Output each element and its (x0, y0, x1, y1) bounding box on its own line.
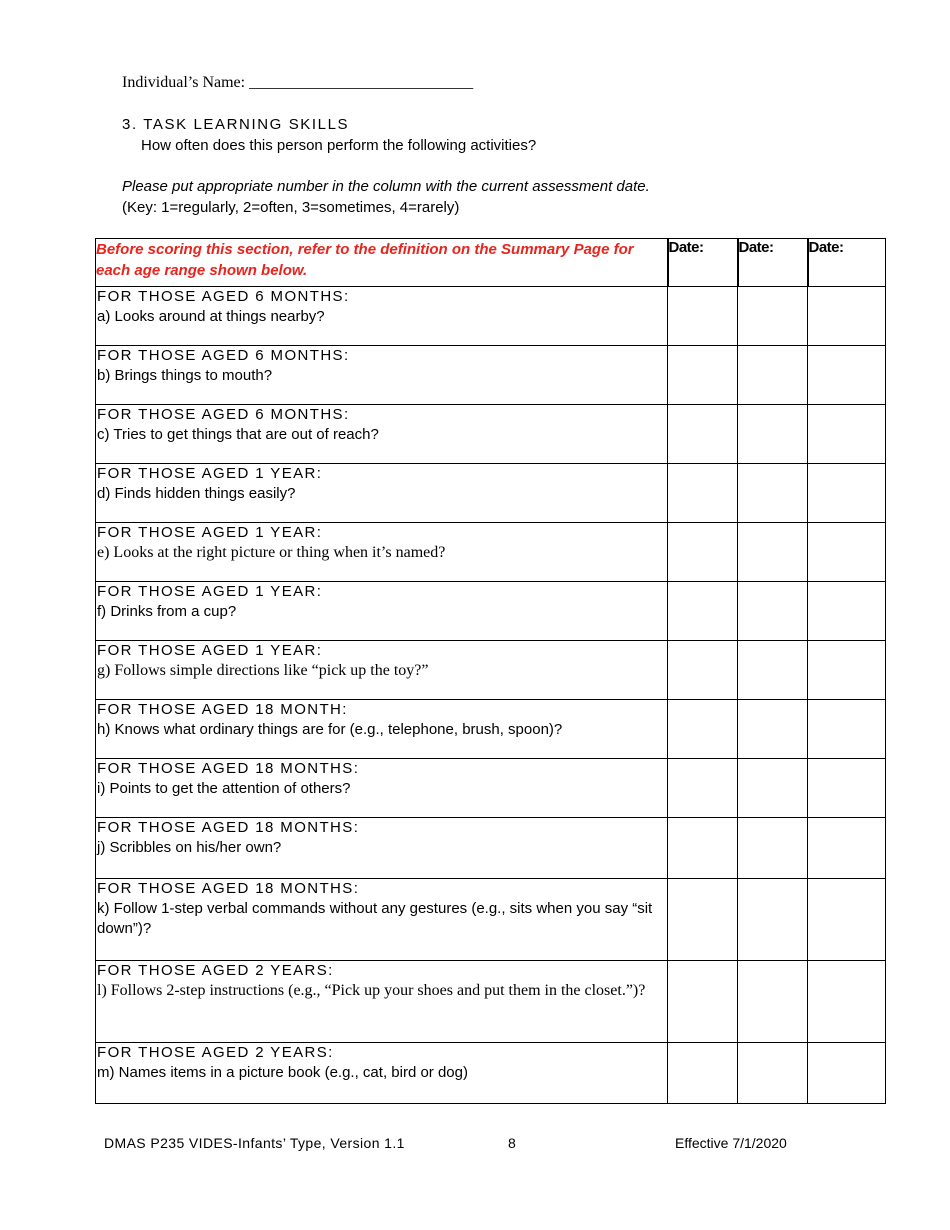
item-text: l) Follows 2-step instructions (e.g., “Pick up your shoes and put them in the closet.”)? (97, 982, 646, 999)
table-row (96, 641, 886, 700)
score-cell-1[interactable] (668, 582, 738, 641)
score-cell-1[interactable] (668, 700, 738, 759)
page-number: 8 (508, 1135, 516, 1151)
score-cell-2[interactable] (738, 287, 808, 346)
score-cell-2[interactable] (738, 879, 808, 961)
score-cell-2[interactable] (738, 346, 808, 405)
score-cell-3[interactable] (808, 582, 886, 641)
table-row (96, 346, 886, 405)
score-cell-1[interactable] (668, 759, 738, 818)
score-cell-3[interactable] (808, 523, 886, 582)
item-text: e) Looks at the right picture or thing when it’s named? (97, 544, 446, 561)
table-row (96, 961, 886, 1043)
age-label: FOR THOSE AGED 2 YEARS: (97, 1044, 334, 1061)
individual-name-line (122, 74, 473, 92)
scoring-key: (Key: 1=regularly, 2=often, 3=sometimes, 4=rarely) (122, 199, 460, 216)
table-header-row (96, 239, 886, 287)
score-cell-2[interactable] (738, 582, 808, 641)
score-cell-1[interactable] (668, 818, 738, 879)
name-blank[interactable]: ____________________________ (245, 74, 474, 91)
item-text: i) Points to get the attention of others? (97, 780, 351, 797)
score-cell-1[interactable] (668, 879, 738, 961)
item-text: m) Names items in a picture book (e.g., cat, bird or dog) (97, 1064, 468, 1081)
score-cell-3[interactable] (808, 405, 886, 464)
age-label: FOR THOSE AGED 1 YEAR: (97, 465, 323, 482)
score-cell-3[interactable] (808, 464, 886, 523)
score-cell-1[interactable] (668, 523, 738, 582)
score-cell-3[interactable] (808, 961, 886, 1043)
section-question: How often does this person perform the following activities? (141, 137, 537, 154)
item-text: f) Drinks from a cup? (97, 603, 237, 620)
score-cell-3[interactable] (808, 287, 886, 346)
age-label: FOR THOSE AGED 6 MONTHS: (97, 406, 350, 423)
age-label: FOR THOSE AGED 6 MONTHS: (97, 288, 350, 305)
item-text: d) Finds hidden things easily? (97, 485, 296, 502)
score-cell-2[interactable] (738, 700, 808, 759)
score-cell-1[interactable] (668, 405, 738, 464)
age-label: FOR THOSE AGED 1 YEAR: (97, 524, 323, 541)
section-title: 3. TASK LEARNING SKILLS (122, 116, 350, 133)
score-cell-1[interactable] (668, 1043, 738, 1104)
table-row (96, 1043, 886, 1104)
table-row (96, 405, 886, 464)
score-cell-1[interactable] (668, 641, 738, 700)
table-row (96, 582, 886, 641)
age-label: FOR THOSE AGED 1 YEAR: (97, 583, 323, 600)
name-label: Individual’s Name: (122, 74, 246, 91)
date-header-3: Date: (808, 239, 886, 287)
score-cell-2[interactable] (738, 405, 808, 464)
table-row (96, 700, 886, 759)
score-cell-3[interactable] (808, 1043, 886, 1104)
age-label: FOR THOSE AGED 18 MONTHS: (97, 880, 360, 897)
form-id: DMAS P235 VIDES-Infants’ Type, Version 1.1 (104, 1135, 405, 1151)
table-row (96, 287, 886, 346)
score-cell-1[interactable] (668, 961, 738, 1043)
item-text: k) Follow 1-step verbal commands without any gestures (e.g., sits when you say “sit down”)? (97, 900, 653, 937)
table-row (96, 879, 886, 961)
age-label: FOR THOSE AGED 2 YEARS: (97, 962, 334, 979)
score-cell-1[interactable] (668, 287, 738, 346)
score-cell-3[interactable] (808, 879, 886, 961)
score-cell-2[interactable] (738, 523, 808, 582)
score-cell-1[interactable] (668, 464, 738, 523)
effective-date: Effective 7/1/2020 (675, 1135, 787, 1151)
table-row (96, 818, 886, 879)
score-cell-2[interactable] (738, 464, 808, 523)
score-cell-2[interactable] (738, 961, 808, 1043)
score-cell-3[interactable] (808, 346, 886, 405)
score-cell-3[interactable] (808, 818, 886, 879)
age-label: FOR THOSE AGED 18 MONTHS: (97, 819, 360, 836)
item-text: b) Brings things to mouth? (97, 367, 273, 384)
score-cell-3[interactable] (808, 641, 886, 700)
age-label: FOR THOSE AGED 6 MONTHS: (97, 347, 350, 364)
score-cell-2[interactable] (738, 759, 808, 818)
score-cell-3[interactable] (808, 700, 886, 759)
score-cell-2[interactable] (738, 641, 808, 700)
item-text: c) Tries to get things that are out of reach? (97, 426, 379, 443)
item-text: h) Knows what ordinary things are for (e.g., telephone, brush, spoon)? (97, 721, 563, 738)
assessment-table (95, 238, 886, 1104)
age-label: FOR THOSE AGED 18 MONTH: (97, 701, 348, 718)
instruction-text: Please put appropriate number in the column with the current assessment date. (122, 178, 650, 195)
item-text: g) Follows simple directions like “pick up the toy?” (97, 662, 429, 679)
table-row (96, 523, 886, 582)
date-header-2: Date: (738, 239, 808, 287)
table-row (96, 759, 886, 818)
score-cell-2[interactable] (738, 1043, 808, 1104)
table-row (96, 464, 886, 523)
age-label: FOR THOSE AGED 18 MONTHS: (97, 760, 360, 777)
score-cell-1[interactable] (668, 346, 738, 405)
age-label: FOR THOSE AGED 1 YEAR: (97, 642, 323, 659)
score-cell-2[interactable] (738, 818, 808, 879)
item-text: j) Scribbles on his/her own? (97, 839, 282, 856)
scoring-note: Before scoring this section, refer to the definition on the Summary Page for each age range shown below. (96, 239, 668, 287)
score-cell-3[interactable] (808, 759, 886, 818)
item-text: a) Looks around at things nearby? (97, 308, 325, 325)
date-header-1: Date: (668, 239, 738, 287)
